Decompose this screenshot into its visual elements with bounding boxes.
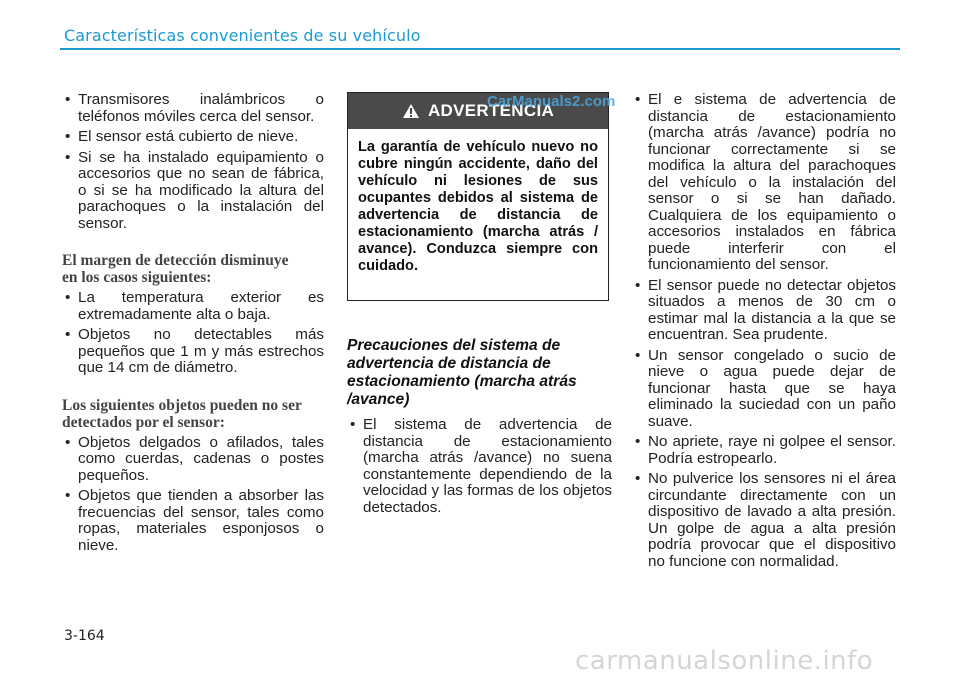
page-number: 3-164 bbox=[64, 628, 105, 644]
list-item: • Un sensor congelado o sucio de nieve o agua puede dejar de funcionar hasta que se haya eliminado la suciedad con un paño suave. bbox=[632, 348, 896, 431]
sensor-precautions-list bbox=[632, 92, 896, 570]
list-item: • Objetos no detectables más pequeños que 1 m y más estrechos que 14 cm de diámetro. bbox=[62, 327, 324, 377]
list-item: • Objetos delgados o afilados, tales como cuerdas, cadenas o postes pequeños. bbox=[62, 435, 324, 485]
list-item: • No apriete, raye ni golpee el sensor. Podría estropearlo. bbox=[632, 434, 896, 467]
right-column bbox=[632, 92, 896, 574]
warning-text: La garantía de vehículo nuevo no cubre ningún accidente, daño del vehículo ni lesiones de sus ocupantes debidos al sistema de advertencia de distancia de estacionamiento (marcha atrás / avance). Conduzca siempre con cuidado. bbox=[358, 139, 598, 274]
condition-list-bottom bbox=[62, 435, 324, 555]
precautions-section-title: Precauciones del sistema de advertencia de distancia de estacionamiento (marcha atrás /avance) bbox=[347, 337, 577, 408]
list-item: • No pulverice los sensores ni el área circundante directamente con un dispositivo de lavado a alta presión. Un golpe de agua a alta presión podría provocar que el dispositivo no funcione con normalidad. bbox=[632, 471, 896, 570]
watermark-top: CarManuals2.com bbox=[487, 93, 616, 110]
list-item: • El sensor está cubierto de nieve. bbox=[62, 129, 324, 146]
list-item: • Transmisores inalámbricos o teléfonos móviles cerca del sensor. bbox=[62, 92, 324, 125]
list-item: • El sistema de advertencia de distancia de estacionamiento (marcha atrás /avance) no suena constantemente dependiendo de la velocidad y las formas de los objetos detectados. bbox=[347, 417, 612, 516]
precautions-list bbox=[347, 417, 612, 516]
undetectable-objects-subheading: Los siguientes objetos pueden no ser detectados por el sensor: bbox=[62, 396, 302, 431]
section-header-title: Características convenientes de su vehículo bbox=[64, 26, 421, 45]
list-item: • Objetos que tienden a absorber las frecuencias del sensor, tales como ropas, materiales esponjosos o nieve. bbox=[62, 488, 324, 554]
list-item: • El sensor puede no detectar objetos situados a menos de 30 cm o estimar mal la distancia a la que se encuentran. Sea prudente. bbox=[632, 278, 896, 344]
list-item: • El e sistema de advertencia de distancia de estacionamiento (marcha atrás /avance) podría no funcionar correctamente si se modifica la altura del parachoques del vehículo o la instalación del sensor o si se han dañado. Cualquiera de los equipamiento o accesorios instalados en fábrica puede interferir con el funcionamiento del sensor. bbox=[632, 92, 896, 274]
list-item: • Si se ha instalado equipamiento o accesorios que no sean de fábrica, o si se ha modificado la altura del parachoques o la instalación del sensor. bbox=[62, 150, 324, 233]
warning-label: ADVERTENCIA bbox=[427, 100, 555, 120]
left-column bbox=[62, 92, 324, 558]
condition-list-mid bbox=[62, 290, 324, 377]
watermark-bottom: carmanualsonline.info bbox=[575, 646, 874, 676]
list-item: • La temperatura exterior es extremadamente alta o baja. bbox=[62, 290, 324, 323]
warning-triangle-icon bbox=[402, 103, 420, 119]
detection-margin-subheading: El margen de detección disminuye en los casos siguientes: bbox=[62, 252, 289, 286]
condition-list-top bbox=[62, 92, 324, 232]
middle-column bbox=[347, 92, 612, 520]
warning-box bbox=[347, 92, 609, 301]
header-divider bbox=[60, 48, 900, 50]
